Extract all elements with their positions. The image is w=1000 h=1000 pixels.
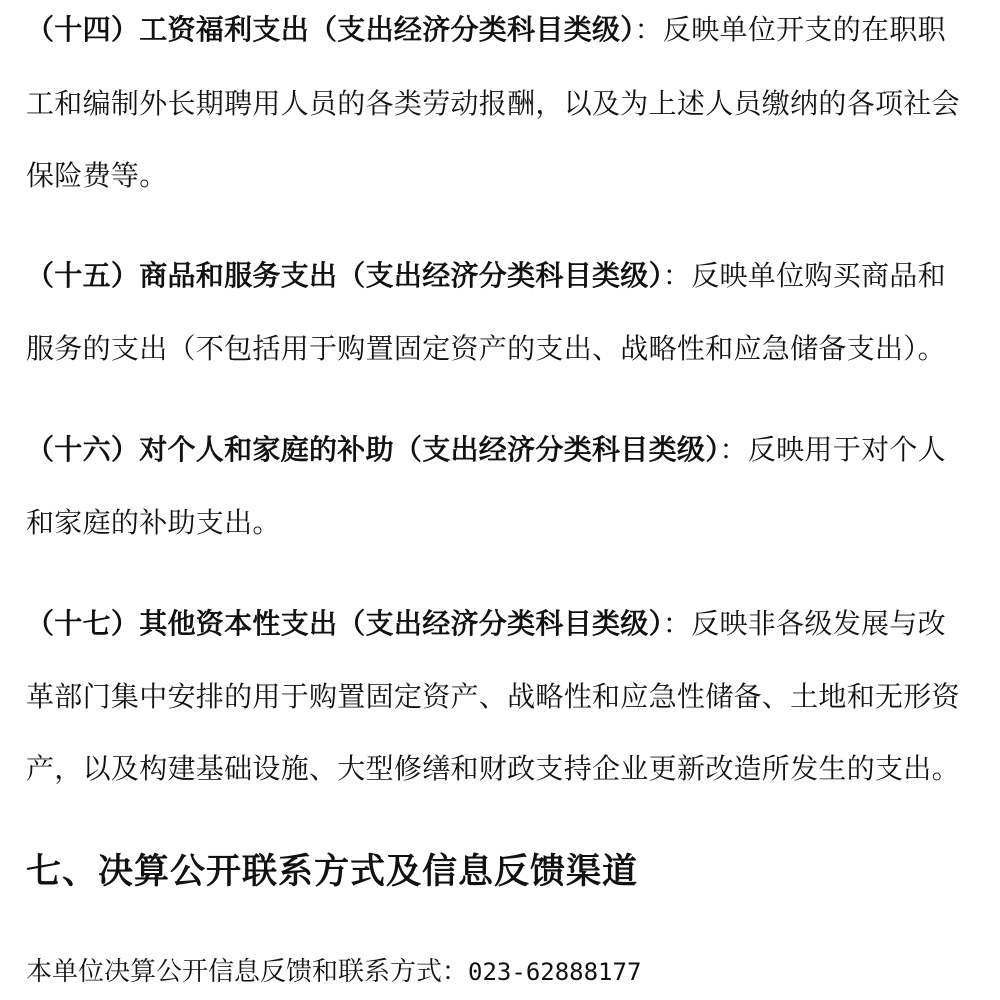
paragraph-17-text-1: ：反映非各级发展与改 — [662, 607, 946, 640]
paragraph-14-line-3: 保险费等。 — [26, 159, 168, 192]
paragraph-15-line-2: 服务的支出（不包括用于购置固定资产的支出、战略性和应急储备支出）。 — [26, 332, 946, 365]
term-15: （十五）商品和服务支出（支出经济分类科目类级） — [26, 259, 663, 292]
contact-line — [26, 955, 641, 989]
paragraph-16-text-1: ：反映用于对个人 — [719, 433, 946, 466]
paragraph-15-text-1: ：反映单位购买商品和 — [662, 259, 946, 292]
document-page — [26, 0, 976, 1000]
paragraph-14-line-2: 工和编制外长期聘用人员的各类劳动报酬，以及为上述人员缴纳的各项社会 — [26, 87, 960, 120]
term-16: （十六）对个人和家庭的补助（支出经济分类科目类级） — [26, 433, 720, 466]
paragraph-15-line-1 — [26, 258, 946, 294]
paragraph-16-line-2: 和家庭的补助支出。 — [26, 506, 281, 539]
term-17: （十七）其他资本性支出（支出经济分类科目类级） — [26, 607, 663, 640]
paragraph-14-text-1: ：反映单位开支的在职职 — [634, 13, 946, 46]
paragraph-17-line-3: 产，以及构建基础设施、大型修缮和财政支持企业更新改造所发生的支出。 — [26, 752, 960, 785]
paragraph-17-line-2: 革部门集中安排的用于购置固定资产、战略性和应急性储备、土地和无形资 — [26, 680, 960, 713]
section-heading: 七、决算公开联系方式及信息反馈渠道 — [26, 852, 639, 892]
term-14: （十四）工资福利支出（支出经济分类科目类级） — [26, 13, 635, 46]
paragraph-16-line-1 — [26, 432, 946, 468]
contact-label: 本单位决算公开信息反馈和联系方式： — [26, 957, 469, 987]
contact-phone: 023-62888177 — [468, 958, 642, 986]
paragraph-17-line-1 — [26, 606, 946, 642]
paragraph-14-line-1 — [26, 12, 946, 48]
